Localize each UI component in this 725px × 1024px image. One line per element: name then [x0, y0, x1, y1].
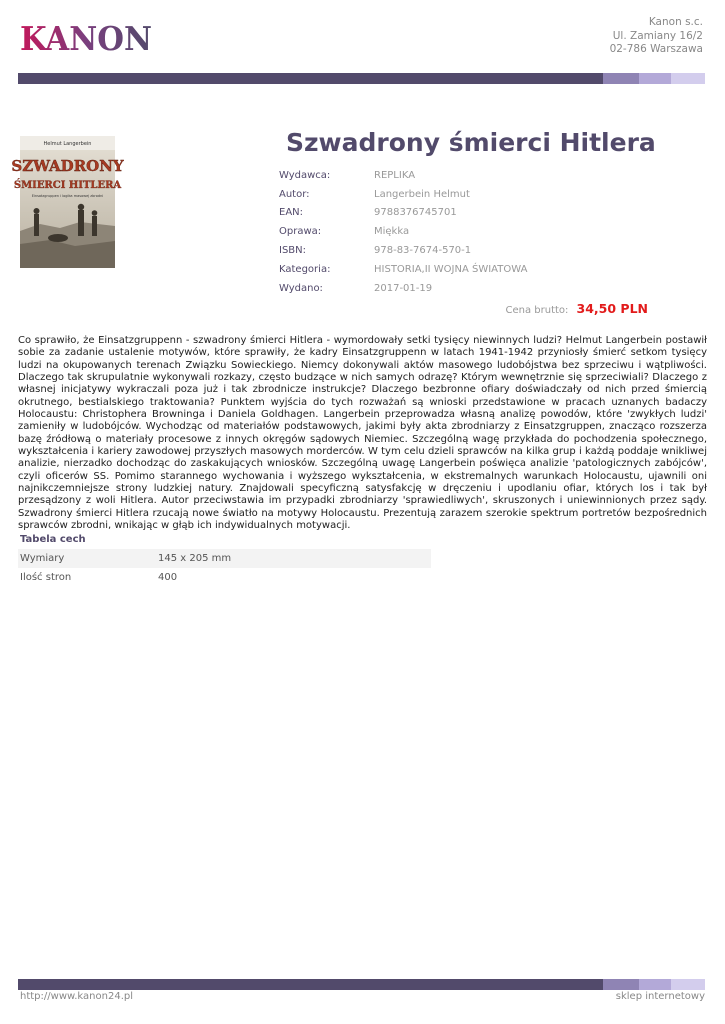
- book-description: Co sprawiło, że Einsatzgruppenn - szwadrony śmierci Hitlera - wymordowały setki tysięcy niewinnych ludzi? Helmut Langerbein postawił sobie za zadanie ustalenie motywów, które sprawiły, że kadry Einsatzgruppenn w latach 1941-1942 przyniosły śmierć setkom tysięcy ludzi na okupowanych terenach Związku Sowieckiego. Niemcy dokonywali aktów masowego ludobójstwa bez sprzeciwu i wątpliwości. Dlaczego tak skrupulatnie wykonywali rozkazy, często budzące w nich samych odrazę? Którym wewnętrznie się sprzeciwiali? Dlaczego z własnej inicjatywy wykraczali poza już i tak zbrodnicze instrukcje? Dlaczego bezbronne ofiary doświadczały od nich przed śmiercią okrutnego, bestialskiego traktowania? Punktem wyjścia do tych rozważań są wnioski przedstawione w pracach uznanych badaczy Holocaustu: Christophera Browninga i Daniela Goldhagen. Langerbein przeprowadza własną analizę powodów, które 'zwykłych ludzi' zamieniły w ludobójców. Wychodząc od materiałów podstawowych, jakimi były akta zbrodniarzy z Einsatzgruppen, znacząco rozszerza bazę źródłową o materiały procesowe z innych okręgów sądowych Niemiec. Szczególną wagę przykłada do pochodzenia społecznego, wykształcenia i kariery zawodowej przyszłych masowych morderców. W tym celu dzieli sprawców na kilka grup i każdą poddaje wnikliwej analizie, nierzadko dochodząc do zaskakujących wniosków. Szczególną uwagę Langerbein poświęca analizie 'patologicznych zabójców', czyli oficerów SS. Pomimo starannego wychowania i wyższego wykształcenia, w ekstremalnych warunkach Holocaustu, ujawnili oni najnikczemniejsze strony ludzkiej natury. Znajdowali specyficzną satysfakcję w dręczeniu i upodlaniu ofiar, których los i tak był przesądzony z woli Hitlera. Autor przeciwstawia im przypadki zbrodniarzy 'sprawiedliwych', skruszonych i uniewinnionych przez sądy. Szwadrony śmierci Hitlera rzucają nowe światło na motywy Holocaustu. Prezentują zarazem szerokie spektrum portretów bezpośrednich sprawców zbrodni, wnikając w głąb ich indywidualnych motywacji.: [18, 335, 707, 532]
- detail-label: ISBN:: [279, 245, 307, 257]
- detail-value: REPLIKA: [374, 169, 416, 181]
- price-label: Cena brutto:: [505, 305, 569, 316]
- detail-label: EAN:: [279, 207, 304, 219]
- detail-label: Wydano:: [279, 282, 323, 294]
- detail-row-author: [279, 185, 527, 204]
- detail-value: Langerbein Helmut: [374, 188, 470, 200]
- book-cover-image: [11, 136, 124, 268]
- company-address: [610, 16, 703, 57]
- detail-row-published: [279, 279, 527, 298]
- feature-row-pages: [18, 568, 431, 587]
- logo-text: KANON: [20, 19, 152, 58]
- detail-label: Autor:: [279, 188, 310, 200]
- price-value: 34,50 PLN: [576, 301, 648, 316]
- feature-value: 145 x 205 mm: [158, 553, 232, 564]
- book-details: [279, 166, 527, 298]
- feature-value: 400: [158, 572, 178, 583]
- detail-value: 978-83-7674-570-1: [374, 245, 472, 257]
- cover-title-line2: ŚMIERCI HITLERA: [13, 180, 122, 191]
- detail-row-ean: [279, 204, 527, 223]
- features-table: [18, 530, 431, 587]
- feature-label: Wymiary: [20, 553, 65, 564]
- detail-value: 9788376745701: [374, 207, 457, 219]
- kanon-logo[interactable]: [20, 19, 152, 58]
- price: [506, 298, 648, 317]
- feature-label: Ilość stron: [20, 572, 72, 583]
- detail-value: Miękka: [374, 226, 410, 238]
- detail-row-category: [279, 260, 527, 279]
- cover-title-line1: SZWADRONY: [11, 157, 124, 175]
- header-stripe: [18, 73, 705, 84]
- feature-row-dimensions: [18, 549, 431, 568]
- detail-row-binding: [279, 222, 527, 241]
- detail-label: Kategoria:: [279, 263, 331, 275]
- detail-row-publisher: [279, 166, 527, 185]
- detail-row-isbn: [279, 241, 527, 260]
- detail-value: HISTORIA,II WOJNA ŚWIATOWA: [374, 263, 528, 275]
- detail-label: Wydawca:: [279, 169, 331, 181]
- company-city: 02-786 Warszawa: [609, 43, 703, 55]
- book-title: Szwadrony śmierci Hitlera: [286, 128, 656, 157]
- company-name: Kanon s.c.: [648, 16, 703, 28]
- detail-value: 2017-01-19: [374, 282, 433, 294]
- footer-stripe: [18, 979, 705, 990]
- footer-url-link[interactable]: http://www.kanon24.pl: [20, 991, 133, 1002]
- footer-shop-label: sklep internetowy: [615, 991, 705, 1002]
- cover-subtitle: Einsatzgruppen i logika masowej zbrodni: [31, 194, 104, 198]
- company-street: Ul. Zamiany 16/2: [612, 29, 703, 42]
- cover-author: Helmut Langerbein: [43, 141, 92, 147]
- detail-label: Oprawa:: [279, 226, 322, 238]
- features-heading: Tabela cech: [20, 534, 86, 545]
